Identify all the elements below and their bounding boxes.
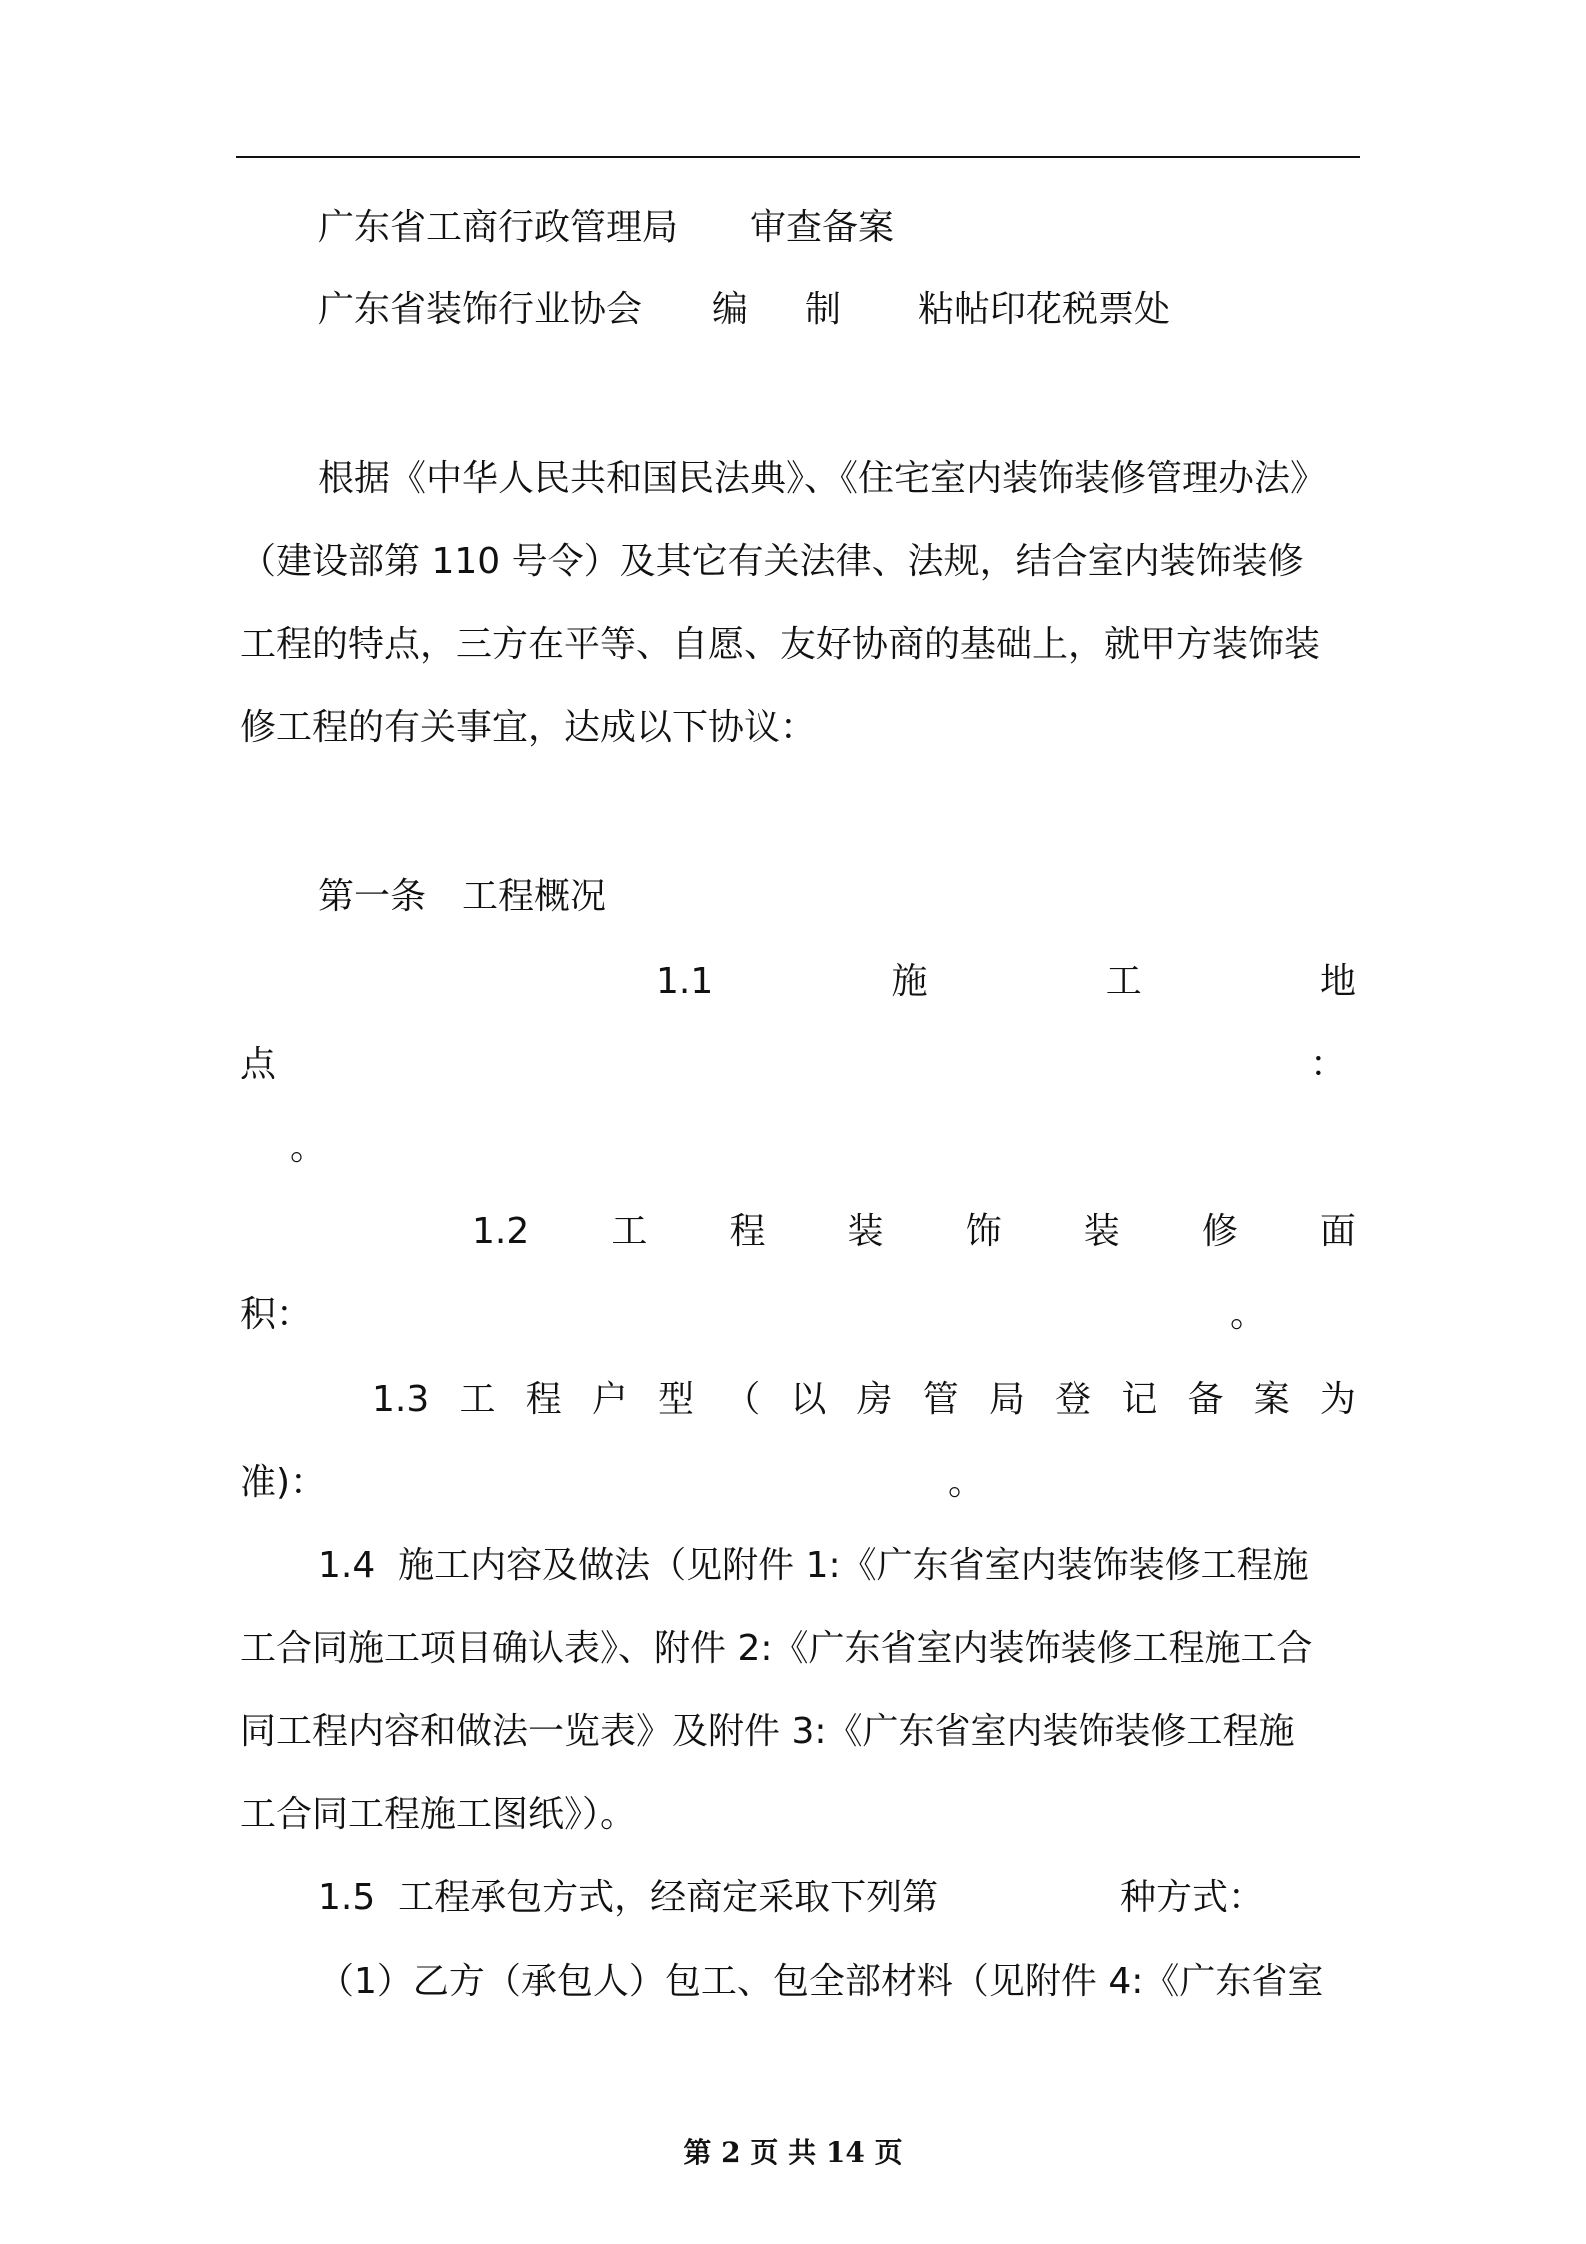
item-1-3-char: 房 bbox=[856, 1379, 893, 1420]
header-zhi: 制 bbox=[805, 289, 842, 330]
item-1-2-cont: 积： bbox=[240, 1294, 313, 1335]
item-1-2-end: 。 bbox=[1230, 1294, 1267, 1335]
item-1-4-line-3: 同工程内容和做法一览表》及附件 3:《广东省室内装饰装修工程施 bbox=[240, 1711, 1295, 1752]
item-1-3-char: 管 bbox=[922, 1379, 959, 1420]
item-1-2 bbox=[472, 1210, 1356, 1254]
item-1-3-char: 工 bbox=[459, 1379, 496, 1420]
header-org-2: 广东省装饰行业协会 bbox=[318, 289, 643, 330]
item-1-2-char: 面 bbox=[1319, 1211, 1356, 1252]
item-1-3-char: 登 bbox=[1055, 1379, 1092, 1420]
item-1-3-char: 记 bbox=[1121, 1379, 1158, 1420]
item-1-2-char: 修 bbox=[1201, 1211, 1238, 1252]
item-1-3-char: 为 bbox=[1319, 1379, 1356, 1420]
item-1-1-char: 地 bbox=[1319, 961, 1356, 1002]
item-1-2-char: 工 bbox=[611, 1211, 648, 1252]
header-org-1: 广东省工商行政管理局 bbox=[318, 207, 679, 248]
item-1-4-line-4: 工合同工程施工图纸》）。 bbox=[240, 1794, 637, 1835]
item-1-3-char: 程 bbox=[525, 1379, 562, 1420]
item-1-2-char: 装 bbox=[847, 1211, 884, 1252]
header-stamp-area: 粘帖印花税票处 bbox=[918, 289, 1171, 330]
item-1-3-char: （ bbox=[724, 1379, 761, 1420]
header-review: 审查备案 bbox=[750, 207, 895, 248]
header-bian: 编 bbox=[712, 289, 749, 330]
item-1-3-end: 。 bbox=[948, 1462, 985, 1503]
item-1-5-suffix: 种方式： bbox=[1120, 1877, 1265, 1918]
item-1-2-char: 装 bbox=[1083, 1211, 1120, 1252]
item-1-3-char: 备 bbox=[1187, 1379, 1224, 1420]
item-1-5-option-1: （1）乙方（承包人）包工、包全部材料（见附件 4:《广东省室 bbox=[318, 1961, 1324, 2002]
item-1-3-char: 案 bbox=[1253, 1379, 1290, 1420]
item-1-3-char: 型 bbox=[658, 1379, 695, 1420]
item-1-3-char: 以 bbox=[790, 1379, 827, 1420]
item-1-1-colon: ： bbox=[1310, 1044, 1347, 1085]
article-1-heading: 第一条 工程概况 bbox=[318, 876, 607, 917]
header-rule bbox=[236, 156, 1360, 158]
item-1-1-num: 1.1 bbox=[656, 961, 714, 1002]
item-1-4-line-2: 工合同施工项目确认表》、附件 2:《广东省室内装饰装修工程施工合 bbox=[240, 1628, 1313, 1669]
item-1-4-line-1: 1.4 施工内容及做法（见附件 1:《广东省室内装饰装修工程施 bbox=[318, 1545, 1309, 1586]
item-1-3-num: 1.3 bbox=[372, 1379, 430, 1420]
item-1-5-text: 1.5 工程承包方式，经商定采取下列第 bbox=[318, 1877, 939, 1918]
preamble-line-3: 工程的特点，三方在平等、自愿、友好协商的基础上，就甲方装饰装 bbox=[240, 624, 1321, 665]
item-1-1-cont: 点 bbox=[240, 1044, 277, 1085]
preamble-line-1: 根据《中华人民共和国民法典》、《住宅室内装饰装修管理办法》 bbox=[318, 458, 1327, 499]
item-1-2-char: 饰 bbox=[965, 1211, 1002, 1252]
item-1-1-end: 。 bbox=[290, 1127, 327, 1168]
page-number-footer: 第 2 页 共 14 页 bbox=[683, 2136, 903, 2169]
item-1-3 bbox=[372, 1378, 1356, 1422]
preamble-line-4: 修工程的有关事宜，达成以下协议： bbox=[240, 707, 817, 748]
preamble-line-2: （建设部第 110 号令）及其它有关法律、法规，结合室内装饰装修 bbox=[240, 541, 1304, 582]
item-1-1-char: 施 bbox=[891, 961, 928, 1002]
item-1-3-char: 户 bbox=[591, 1379, 628, 1420]
item-1-3-cont: 准)： bbox=[240, 1462, 327, 1503]
item-1-2-char: 程 bbox=[729, 1211, 766, 1252]
item-1-1 bbox=[656, 960, 1356, 1004]
item-1-3-char: 局 bbox=[988, 1379, 1025, 1420]
item-1-1-char: 工 bbox=[1105, 961, 1142, 1002]
item-1-2-num: 1.2 bbox=[472, 1211, 530, 1252]
